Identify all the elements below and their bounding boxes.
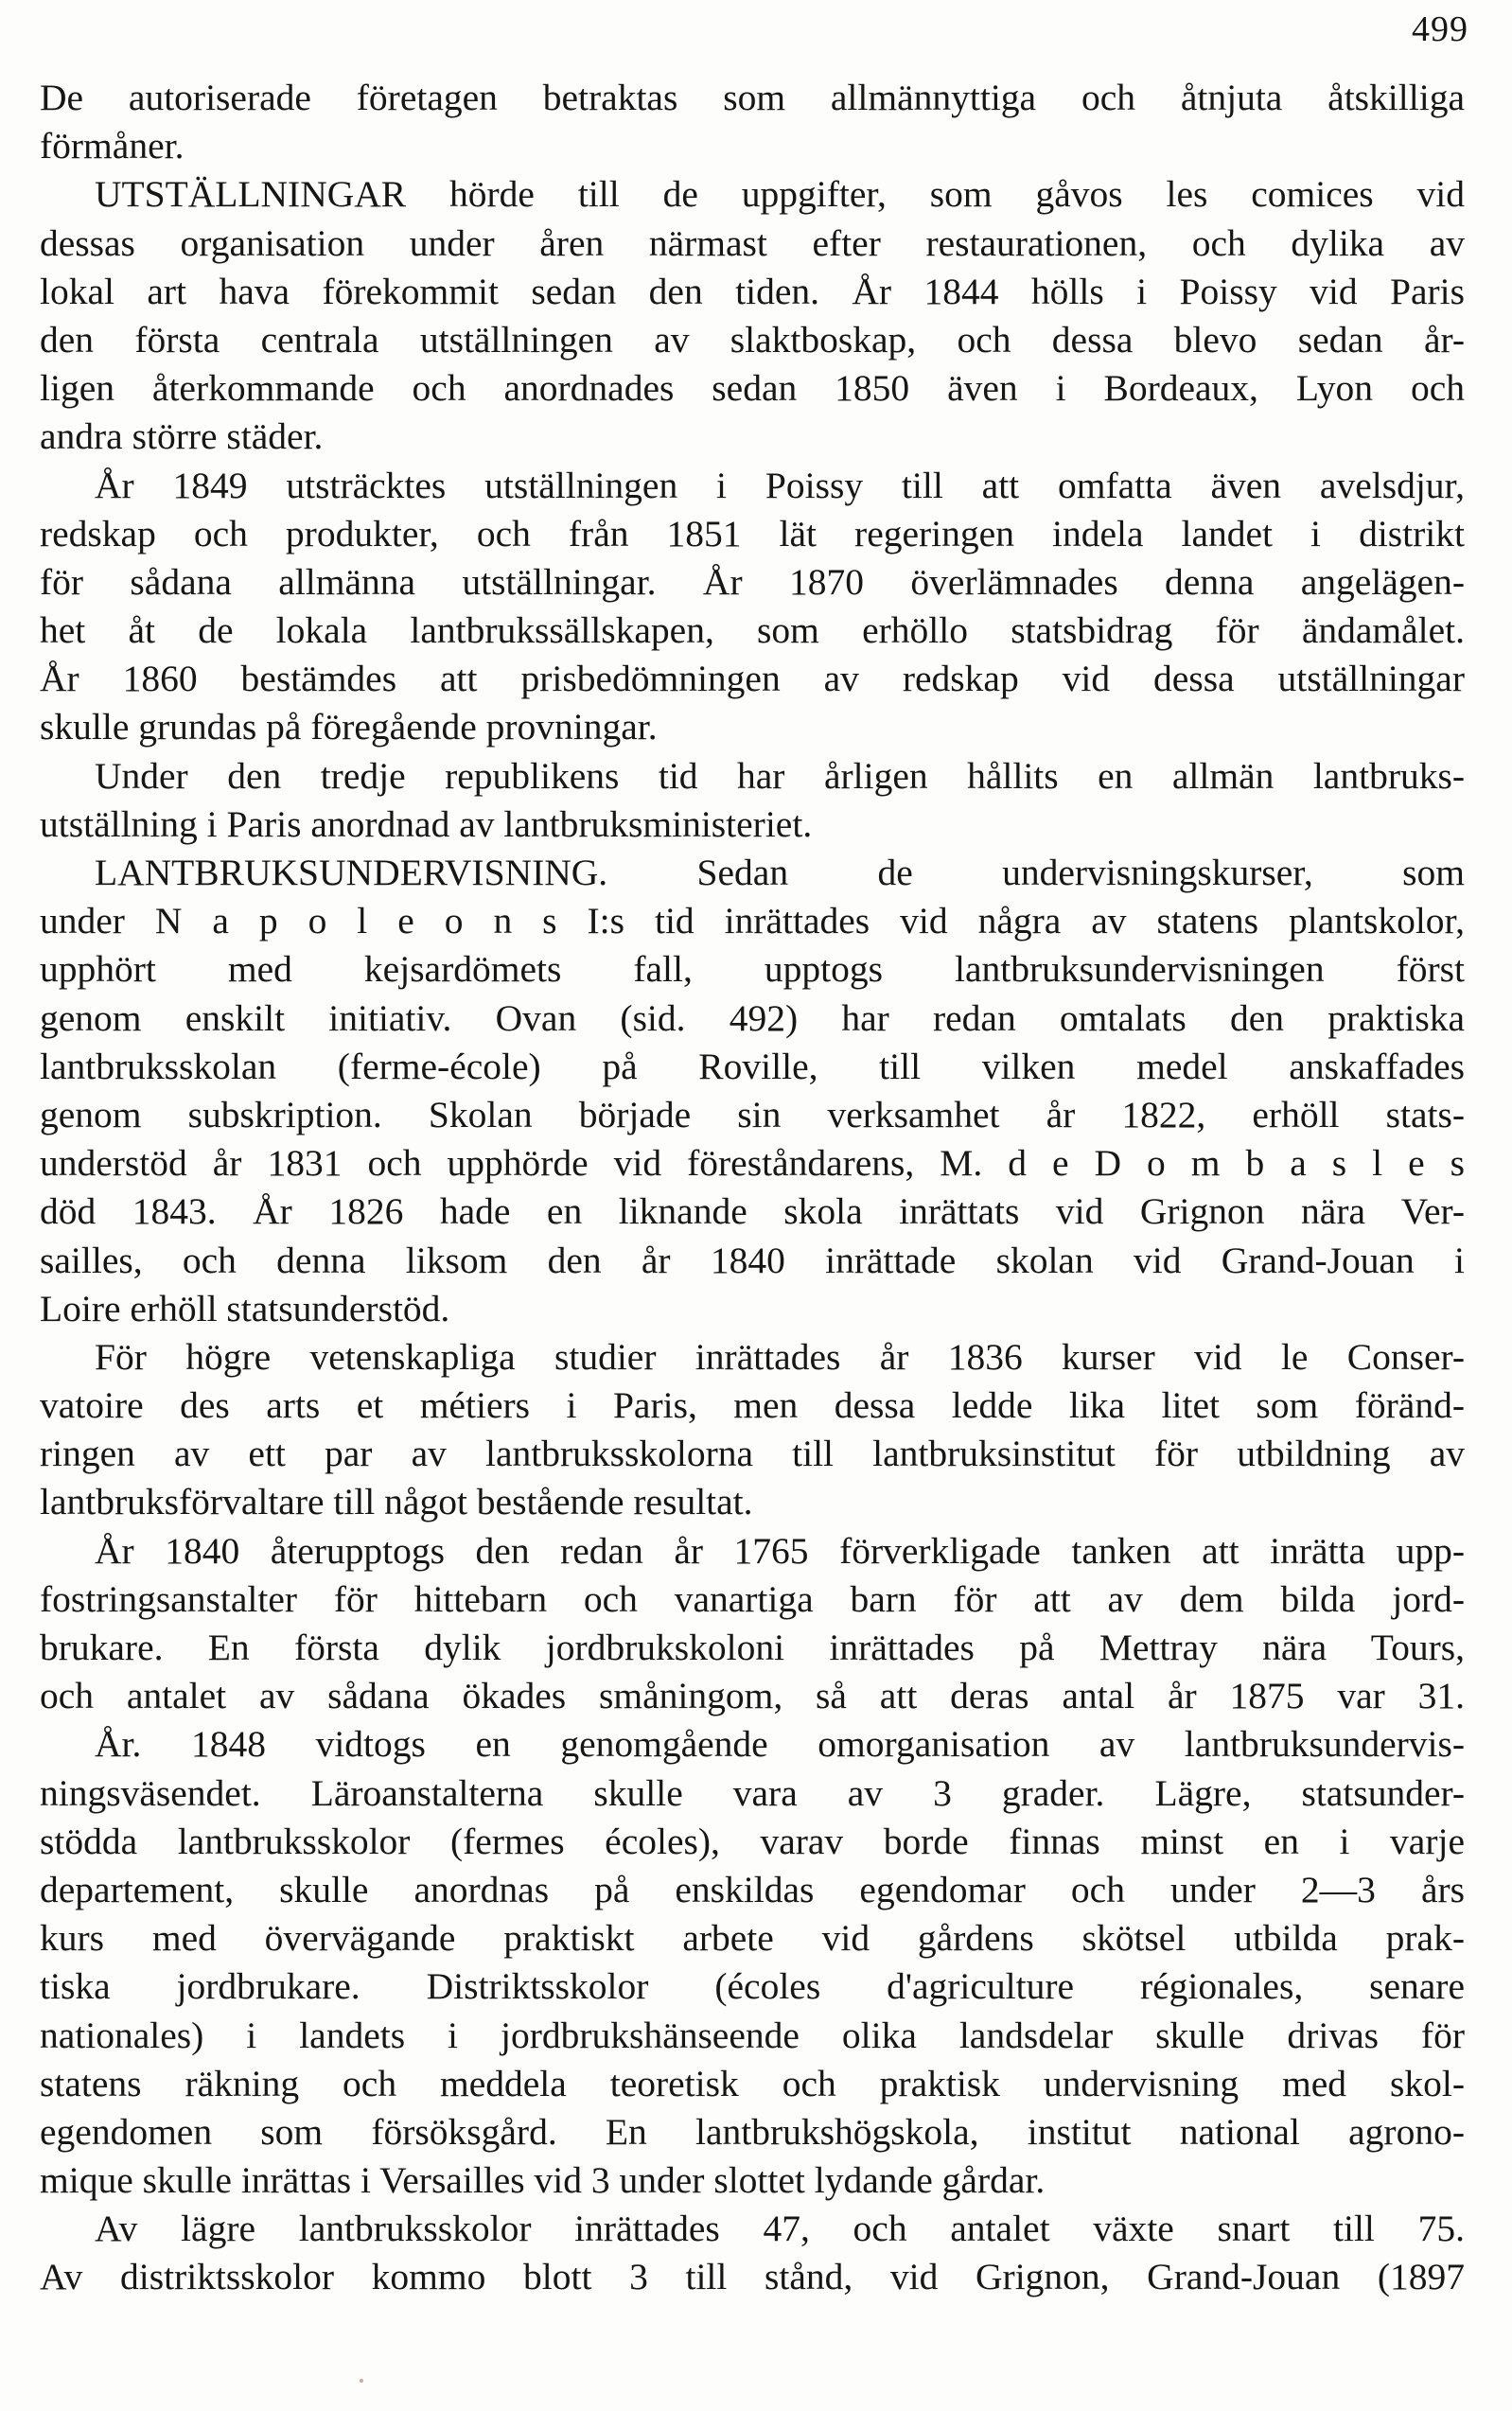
text-line: och antalet av sådana ökades småningom, så att deras antal år 1875 var 31.: [40, 1675, 1465, 1717]
text-line: De autoriserade företagen betraktas som allmännyttiga och åtnjuta åtskilliga: [40, 77, 1465, 118]
text-line: lantbruksförvaltare till något bestående resultat.: [40, 1481, 753, 1523]
text-line: År 1860 bestämdes att prisbedömningen av redskap vid dessa utställningar: [40, 658, 1465, 700]
text-line: redskap och produkter, och från 1851 lät regeringen indela landet i distrikt: [40, 512, 1465, 554]
text-line: mique skulle inrättas i Versailles vid 3 under slottet lydande gårdar.: [40, 2159, 1046, 2202]
text-line: År 1840 återupptogs den redan år 1765 förverkligade tanken att inrätta upp-: [95, 1529, 1465, 1572]
text-line: egendomen som försöksgård. En lantbrukshögskola, institut national agrono-: [40, 2110, 1465, 2153]
text-line: fostringsanstalter för hittebarn och vanartiga barn för att av dem bilda jord-: [40, 1577, 1465, 1620]
text-line: understöd år 1831 och upphörde vid föreståndarens, M. d e D o m b a s l e s: [40, 1142, 1465, 1185]
text-line: under N a p o l e o n s I:s tid inrättades vid några av statens plantskolor,: [40, 900, 1465, 942]
text-line: nationales) i landets i jordbrukshänseende olika landsdelar skulle drivas för: [40, 2014, 1465, 2056]
text-line: Under den tredje republikens tid har årligen hållits en allmän lantbruks-: [95, 754, 1465, 797]
text-line: förmåner.: [40, 125, 185, 167]
text-line: skulle grundas på föregående provningar.: [40, 706, 658, 748]
page-number: 499: [1412, 9, 1468, 49]
text-line: kurs med övervägande praktiskt arbete vid gårdens skötsel utbilda prak-: [40, 1917, 1465, 1960]
text-line: upphört med kejsardömets fall, upptogs lantbruksundervisningen först: [40, 948, 1465, 991]
text-line: lantbruksskolan (ferme-école) på Roville, till vilken medel anskaffades: [40, 1045, 1465, 1087]
text-line: År 1849 utsträcktes utställningen i Poissy till att omfatta även avelsdjur,: [95, 464, 1465, 506]
text-line: Av lägre lantbruksskolor inrättades 47, och antalet växte snart till 75.: [95, 2208, 1465, 2250]
text-line: het åt de lokala lantbrukssällskapen, som erhöllo statsbidrag för ändamålet.: [40, 609, 1465, 652]
text-line: andra större städer.: [40, 415, 324, 458]
text-line: ringen av ett par av lantbruksskolorna till lantbruksinstitut för utbildning av: [40, 1433, 1465, 1475]
text-line: stödda lantbruksskolor (fermes écoles), varav borde finnas minst en i varje: [40, 1820, 1465, 1862]
text-line: brukare. En första dylik jordbrukskoloni inrättades på Mettray nära Tours,: [40, 1627, 1465, 1668]
text-line: statens räkning och meddela teoretisk och praktisk undervisning med skol-: [40, 2062, 1465, 2104]
text-line: LANTBRUKSUNDERVISNING. Sedan de undervisningskurser, som: [95, 852, 1465, 893]
text-line: tiska jordbrukare. Distriktsskolor (écoles d'agriculture régionales, senare: [40, 1965, 1465, 2008]
text-line: År. 1848 vidtogs en genomgående omorganisation av lantbruksundervis-: [95, 1723, 1465, 1766]
body-text: [40, 74, 1465, 2302]
text-line: för sådana allmänna utställningar. År 1870 överlämnades denna angelägen-: [40, 560, 1465, 603]
text-line: genom subskription. Skolan började sin verksamhet år 1822, erhöll stats-: [40, 1093, 1465, 1135]
text-line: ligen återkommande och anordnades sedan 1850 även i Bordeaux, Lyon och: [40, 367, 1465, 410]
text-line: sailles, och denna liksom den år 1840 inrättade skolan vid Grand-Jouan i: [40, 1239, 1465, 1281]
text-line: För högre vetenskapliga studier inrättades år 1836 kurser vid le Conser-: [95, 1335, 1465, 1378]
text-line: utställning i Paris anordnad av lantbruksministeriet.: [40, 802, 813, 845]
text-line: den första centrala utställningen av slaktboskap, och dessa blevo sedan år-: [40, 318, 1465, 361]
text-line: Loire erhöll statsunderstöd.: [40, 1287, 450, 1329]
text-line: lokal art hava förekommit sedan den tiden. År 1844 hölls i Poissy vid Paris: [40, 270, 1465, 312]
text-line: dessas organisation under åren närmast efter restaurationen, och dylika av: [40, 221, 1465, 264]
text-line: vatoire des arts et métiers i Paris, men dessa ledde lika litet som föränd-: [40, 1384, 1465, 1427]
text-line: Av distriktsskolor kommo blott 3 till stånd, vid Grignon, Grand-Jouan (1897: [40, 2256, 1465, 2298]
text-line: död 1843. År 1826 hade en liknande skola inrättats vid Grignon nära Ver-: [40, 1190, 1465, 1233]
text-line: departement, skulle anordnas på enskildas egendomar och under 2—3 års: [40, 1868, 1465, 1910]
text-line: ningsväsendet. Läroanstalterna skulle vara av 3 grader. Lägre, statsunder-: [40, 1771, 1465, 1814]
text-line: UTSTÄLLNINGAR hörde till de uppgifter, som gåvos les comices vid: [95, 173, 1465, 216]
text-line: genom enskilt initiativ. Ovan (sid. 492) har redan omtalats den praktiska: [40, 996, 1465, 1039]
print-speck: [360, 2379, 363, 2383]
